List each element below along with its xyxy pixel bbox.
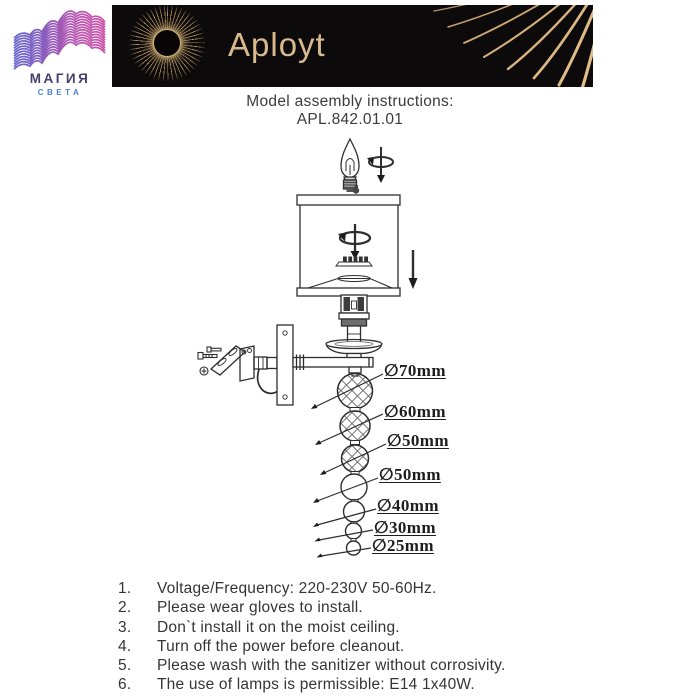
instruction-item [118,656,678,675]
shade-rotation-icon [338,224,370,260]
dim-label-50a: ∅50mm [387,431,449,450]
dim-label-60: ∅60mm [384,402,446,421]
model-code: APL.842.01.01 [296,111,404,128]
glass-shade [297,205,400,296]
candle-bulb [341,139,359,192]
item-number: 1. [118,580,132,597]
down-arrow-icon [409,250,418,289]
aployt-banner [112,5,593,87]
item-text: The use of lamps is permissible: E14 1x40W. [157,676,475,694]
item-text: Please wear gloves to install. [157,599,363,617]
magia-waves-icon [11,8,109,70]
instruction-item [118,618,678,637]
item-number: 4. [118,637,132,655]
glass-ball-40 [344,501,365,522]
instruction-item [118,637,678,656]
instruction-item [118,598,678,617]
item-text: Don`t install it on the moist ceiling. [157,618,400,636]
dim-label-50b: ∅50mm [379,465,441,484]
logo-text-magia: МАГИЯ [29,71,91,86]
terminal-block-icon [336,257,372,267]
dim-label-30: ∅30mm [374,518,436,537]
glass-ball-30 [346,523,362,539]
crystal-ball-60 [340,411,370,441]
logo-text-sveta: СВЕТА [37,88,83,97]
item-number: 3. [118,618,132,636]
item-number: 6. [118,676,132,694]
wall-plate [277,325,293,405]
page-title: Model assembly instructions: [246,93,454,110]
title-block [0,93,700,129]
item-number: 5. [118,657,132,675]
crystal-ball-70 [338,374,373,409]
brand-name: Aployt [228,26,326,63]
item-text: Please wash with the sanitizer without corrosivity. [157,657,506,675]
assembly-diagram [0,135,700,575]
mounting-screws-icon [198,347,221,375]
item-text: Voltage/Frequency: 220-230V 50-60Hz. [157,580,437,597]
magia-sveta-logo [8,8,112,96]
instruction-item [118,579,678,598]
gold-rays-icon [112,5,593,87]
lamp-socket [339,295,369,342]
glass-ball-25 [347,541,361,555]
dim-label-40: ∅40mm [377,496,439,515]
dim-label-25: ∅25mm [372,536,434,555]
instruction-item [118,675,678,694]
item-text: Turn off the power before cleanout. [157,637,405,655]
instruction-list [118,579,678,695]
item-number: 2. [118,599,132,617]
bulb-rotation-icon [367,147,393,183]
shade-top-plate [297,195,400,205]
dim-label-70: ∅70mm [384,361,446,380]
